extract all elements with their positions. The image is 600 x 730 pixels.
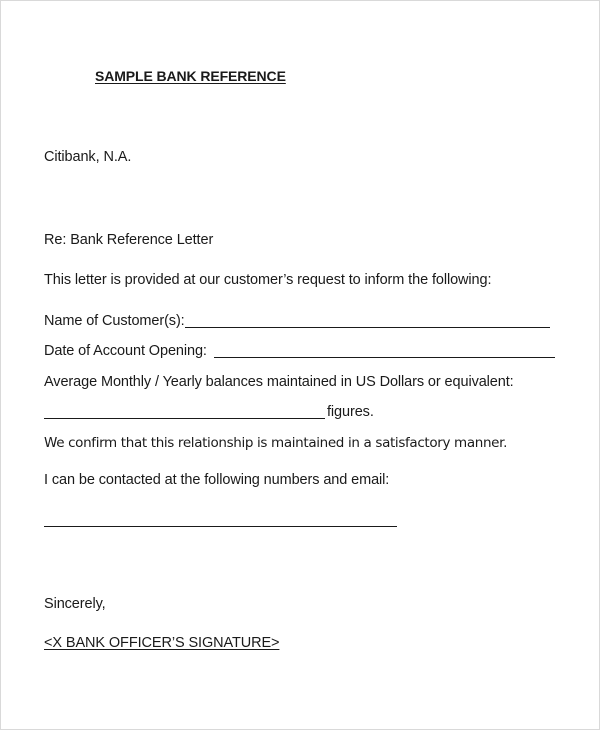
contact-details-blank bbox=[44, 526, 397, 527]
figures-label: figures. bbox=[327, 404, 374, 420]
letter-title: SAMPLE BANK REFERENCE bbox=[95, 68, 286, 84]
signature-placeholder: <X BANK OFFICER’S SIGNATURE> bbox=[44, 635, 280, 651]
account-opening-blank bbox=[214, 357, 555, 358]
subject-line: Re: Bank Reference Letter bbox=[44, 232, 214, 248]
contact-paragraph: I can be contacted at the following numbers and email: bbox=[44, 472, 390, 488]
balances-figures-blank bbox=[44, 418, 325, 419]
confirmation-paragraph: We confirm that this relationship is maintained in a satisfactory manner. bbox=[44, 435, 508, 451]
intro-paragraph: This letter is provided at our customer’s request to inform the following: bbox=[44, 272, 492, 288]
closing-salutation: Sincerely, bbox=[44, 596, 106, 612]
bank-name: Citibank, N.A. bbox=[44, 149, 132, 165]
customer-name-label: Name of Customer(s): bbox=[44, 313, 185, 329]
balances-label: Average Monthly / Yearly balances maintained in US Dollars or equivalent: bbox=[44, 374, 514, 390]
account-opening-label: Date of Account Opening: bbox=[44, 343, 207, 359]
customer-name-blank bbox=[185, 327, 550, 328]
